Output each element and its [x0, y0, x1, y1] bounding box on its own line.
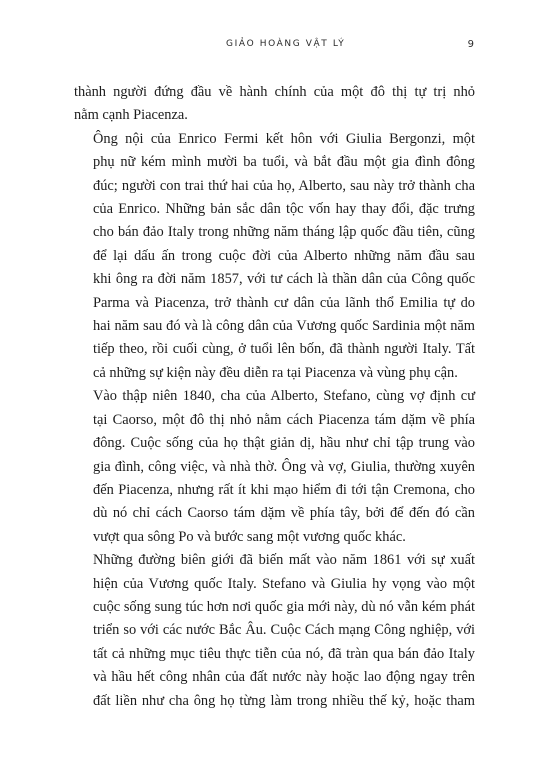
text-line: của Enrico. Những bản sắc dân tộc vốn hay thay đổi, đặc trưng: [93, 201, 475, 218]
text-line: hai năm sau đó và là công dân của Vương quốc Sardinia một năm: [93, 318, 475, 335]
text-line: cả những sự kiện này đều diễn ra tại Piacenza và vùng phụ cận.: [93, 364, 458, 381]
text-line: thành người đứng đầu về hành chính của một đô thị tự trị nhỏ: [74, 84, 475, 100]
text-line: đất liền như cha ông họ từng làm trong nhiều thế kỷ, hoặc tham: [93, 692, 475, 709]
text-line: đúc; người con trai thứ hai của họ, Alberto, sau này trở thành cha: [93, 177, 475, 194]
text-line: Parma và Piacenza, trở thành cư dân của lãnh thổ Emilia tự do: [93, 294, 475, 311]
text-line: nằm cạnh Piacenza.: [74, 107, 188, 124]
text-line: Những đường biên giới đã biến mất vào năm 1861 với sự xuất: [93, 552, 475, 569]
text-line: đông. Cuộc sống của họ thật giản dị, hầu như chỉ tập trung vào: [93, 435, 475, 452]
body-text: [74, 81, 475, 713]
running-header: [74, 39, 474, 53]
text-line: hiện của Vương quốc Italy. Stefano và Giulia hy vọng vào một: [93, 575, 475, 592]
text-line: và hầu hết công nhân của đất nước này hoặc lao động ngay trên: [93, 669, 475, 686]
text-line: Ông nội của Enrico Fermi kết hôn với Giulia Bergonzi, một: [93, 130, 475, 147]
text-line: Vào thập niên 1840, cha của Alberto, Stefano, cùng vợ định cư: [93, 388, 475, 405]
paragraph-3: [74, 385, 475, 549]
running-title: GIẢO HOÀNG VẬT LÝ: [226, 39, 346, 49]
text-line: gia đình, công việc, và nhà thờ. Ông và vợ, Giulia, thường xuyên: [93, 458, 475, 475]
text-line: phụ nữ kém mình mười ba tuổi, và bắt đầu một gia đình đông: [93, 154, 475, 171]
text-line: cuộc sống sung túc hơn nơi quốc gia mới này, dù nó vẫn kém phát: [93, 598, 475, 615]
paragraph-1: [74, 81, 475, 128]
text-line: tiếp theo, rồi cuối cùng, ở tuổi lên bốn, đã thành người Italy. Tất: [93, 341, 475, 358]
text-line: cho bán đảo Italy trong những năm tháng lập quốc đầu tiên, cũng: [93, 224, 475, 241]
text-line: tất cả những mục tiêu thực tiễn của nó, đã tràn qua bán đảo Italy: [93, 645, 475, 662]
page-number: 9: [467, 39, 474, 50]
text-line: dù nó chỉ cách Caorso tám dặm về phía tây, bởi để đến đó cần: [93, 505, 475, 522]
paragraph-4: [74, 549, 475, 713]
text-line: tại Caorso, một đô thị nhỏ nằm cách Piacenza tám dặm về phía: [93, 411, 475, 428]
text-line: đến Piacenza, nhưng rất ít khi mạo hiểm đi tới tận Cremona, cho: [93, 481, 475, 498]
text-line: để lại dấu ấn trong cuộc đời của Alberto những năm đầu sau: [93, 247, 475, 264]
text-line: triển so với các nước Bắc Âu. Cuộc Cách mạng Công nghiệp, với: [93, 622, 475, 639]
paragraph-2: [74, 128, 475, 385]
text-line: khi ông ra đời năm 1857, với tư cách là thần dân của Công quốc: [93, 271, 475, 288]
text-line: vượt qua sông Po và bước sang một vương quốc khác.: [93, 528, 406, 545]
